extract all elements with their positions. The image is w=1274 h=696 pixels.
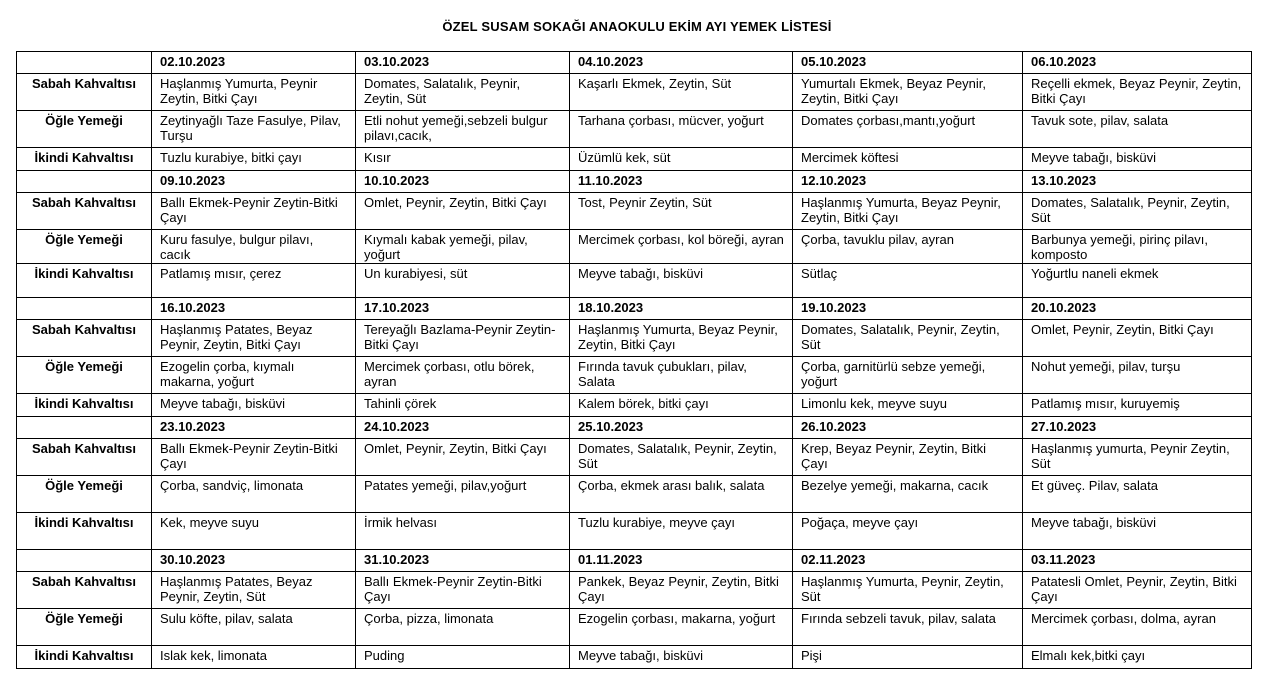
snack-cell: Pişi xyxy=(793,646,1023,669)
page-title: ÖZEL SUSAM SOKAĞI ANAOKULU EKİM AYI YEMEK LİSTESİ xyxy=(442,19,832,34)
snack-cell: Meyve tabağı, bisküvi xyxy=(570,264,793,298)
snack-cell: Kek, meyve suyu xyxy=(152,513,356,550)
date-cell: 18.10.2023 xyxy=(570,298,793,320)
snack-cell: Mercimek köftesi xyxy=(793,148,1023,171)
breakfast-cell: Haşlanmış Yumurta, Peynir, Zeytin, Süt xyxy=(793,572,1023,609)
breakfast-cell: Domates, Salatalık, Peynir, Zeytin, Süt xyxy=(356,74,570,111)
date-cell: 01.11.2023 xyxy=(570,550,793,572)
snack-cell: Meyve tabağı, bisküvi xyxy=(570,646,793,669)
date-cell: 20.10.2023 xyxy=(1023,298,1252,320)
date-cell: 31.10.2023 xyxy=(356,550,570,572)
snack-cell: Meyve tabağı, bisküvi xyxy=(1023,148,1252,171)
snack-row xyxy=(17,264,1252,298)
date-cell: 05.10.2023 xyxy=(793,52,1023,74)
lunch-label: Öğle Yemeği xyxy=(17,609,152,646)
lunch-cell: Tavuk sote, pilav, salata xyxy=(1023,111,1252,148)
date-cell: 06.10.2023 xyxy=(1023,52,1252,74)
date-row xyxy=(17,171,1252,193)
lunch-cell: Mercimek çorbası, kol böreği, ayran xyxy=(570,230,793,264)
empty-cell xyxy=(17,550,152,572)
lunch-cell: Çorba, pizza, limonata xyxy=(356,609,570,646)
snack-cell: Meyve tabağı, bisküvi xyxy=(152,394,356,417)
breakfast-cell: Ballı Ekmek-Peynir Zeytin-Bitki Çayı xyxy=(152,193,356,230)
lunch-label: Öğle Yemeği xyxy=(17,357,152,394)
breakfast-cell: Haşlanmış Yumurta, Beyaz Peynir, Zeytin, Bitki Çayı xyxy=(570,320,793,357)
snack-row xyxy=(17,394,1252,417)
lunch-row xyxy=(17,230,1252,264)
snack-label: İkindi Kahvaltısı xyxy=(17,148,152,171)
date-cell: 27.10.2023 xyxy=(1023,417,1252,439)
lunch-cell: Kuru fasulye, bulgur pilavı, cacık xyxy=(152,230,356,264)
breakfast-row xyxy=(17,439,1252,476)
snack-label: İkindi Kahvaltısı xyxy=(17,264,152,298)
breakfast-row xyxy=(17,193,1252,230)
breakfast-cell: Domates, Salatalık, Peynir, Zeytin, Süt xyxy=(793,320,1023,357)
breakfast-label: Sabah Kahvaltısı xyxy=(17,320,152,357)
breakfast-cell: Omlet, Peynir, Zeytin, Bitki Çayı xyxy=(1023,320,1252,357)
snack-cell: Poğaça, meyve çayı xyxy=(793,513,1023,550)
snack-cell: Kalem börek, bitki çayı xyxy=(570,394,793,417)
lunch-cell: Zeytinyağlı Taze Fasulye, Pilav, Turşu xyxy=(152,111,356,148)
lunch-cell: Etli nohut yemeği,sebzeli bulgur pilavı,cacık, xyxy=(356,111,570,148)
date-row xyxy=(17,298,1252,320)
date-row xyxy=(17,52,1252,74)
snack-label: İkindi Kahvaltısı xyxy=(17,394,152,417)
date-cell: 02.10.2023 xyxy=(152,52,356,74)
breakfast-label: Sabah Kahvaltısı xyxy=(17,193,152,230)
date-cell: 03.11.2023 xyxy=(1023,550,1252,572)
snack-cell: Tuzlu kurabiye, bitki çayı xyxy=(152,148,356,171)
snack-cell: Yoğurtlu naneli ekmek xyxy=(1023,264,1252,298)
breakfast-cell: Patatesli Omlet, Peynir, Zeytin, Bitki Çayı xyxy=(1023,572,1252,609)
snack-cell: Puding xyxy=(356,646,570,669)
date-cell: 30.10.2023 xyxy=(152,550,356,572)
date-cell: 12.10.2023 xyxy=(793,171,1023,193)
breakfast-cell: Domates, Salatalık, Peynir, Zeytin, Süt xyxy=(570,439,793,476)
breakfast-row xyxy=(17,572,1252,609)
lunch-cell: Et güveç. Pilav, salata xyxy=(1023,476,1252,513)
breakfast-cell: Ballı Ekmek-Peynir Zeytin-Bitki Çayı xyxy=(356,572,570,609)
lunch-row xyxy=(17,357,1252,394)
lunch-cell: Ezogelin çorba, kıymalı makarna, yoğurt xyxy=(152,357,356,394)
date-cell: 11.10.2023 xyxy=(570,171,793,193)
breakfast-label: Sabah Kahvaltısı xyxy=(17,439,152,476)
lunch-label: Öğle Yemeği xyxy=(17,476,152,513)
date-cell: 16.10.2023 xyxy=(152,298,356,320)
breakfast-cell: Domates, Salatalık, Peynir, Zeytin, Süt xyxy=(1023,193,1252,230)
date-cell: 17.10.2023 xyxy=(356,298,570,320)
snack-cell: Limonlu kek, meyve suyu xyxy=(793,394,1023,417)
lunch-cell: Bezelye yemeği, makarna, cacık xyxy=(793,476,1023,513)
lunch-cell: Kıymalı kabak yemeği, pilav, yoğurt xyxy=(356,230,570,264)
snack-cell: Tahinli çörek xyxy=(356,394,570,417)
date-row xyxy=(17,550,1252,572)
lunch-cell: Çorba, tavuklu pilav, ayran xyxy=(793,230,1023,264)
lunch-cell: Fırında sebzeli tavuk, pilav, salata xyxy=(793,609,1023,646)
breakfast-cell: Kaşarlı Ekmek, Zeytin, Süt xyxy=(570,74,793,111)
empty-cell xyxy=(17,52,152,74)
snack-cell: Meyve tabağı, bisküvi xyxy=(1023,513,1252,550)
date-cell: 09.10.2023 xyxy=(152,171,356,193)
lunch-cell: Çorba, garnitürlü sebze yemeği, yoğurt xyxy=(793,357,1023,394)
breakfast-cell: Haşlanmış Yumurta, Peynir Zeytin, Bitki Çayı xyxy=(152,74,356,111)
breakfast-row xyxy=(17,320,1252,357)
date-cell: 19.10.2023 xyxy=(793,298,1023,320)
breakfast-cell: Reçelli ekmek, Beyaz Peynir, Zeytin, Bitki Çayı xyxy=(1023,74,1252,111)
snack-row xyxy=(17,513,1252,550)
empty-cell xyxy=(17,298,152,320)
breakfast-label: Sabah Kahvaltısı xyxy=(17,572,152,609)
snack-row xyxy=(17,148,1252,171)
lunch-cell: Çorba, ekmek arası balık, salata xyxy=(570,476,793,513)
lunch-label: Öğle Yemeği xyxy=(17,230,152,264)
breakfast-cell: Tereyağlı Bazlama-Peynir Zeytin- Bitki Çayı xyxy=(356,320,570,357)
breakfast-cell: Haşlanmış Patates, Beyaz Peynir, Zeytin, Bitki Çayı xyxy=(152,320,356,357)
date-cell: 23.10.2023 xyxy=(152,417,356,439)
lunch-cell: Domates çorbası,mantı,yoğurt xyxy=(793,111,1023,148)
breakfast-cell: Ballı Ekmek-Peynir Zeytin-Bitki Çayı xyxy=(152,439,356,476)
snack-cell: İrmik helvası xyxy=(356,513,570,550)
date-cell: 13.10.2023 xyxy=(1023,171,1252,193)
date-row xyxy=(17,417,1252,439)
breakfast-label: Sabah Kahvaltısı xyxy=(17,74,152,111)
lunch-cell: Ezogelin çorbası, makarna, yoğurt xyxy=(570,609,793,646)
breakfast-row xyxy=(17,74,1252,111)
date-cell: 03.10.2023 xyxy=(356,52,570,74)
lunch-label: Öğle Yemeği xyxy=(17,111,152,148)
breakfast-cell: Pankek, Beyaz Peynir, Zeytin, Bitki Çayı xyxy=(570,572,793,609)
empty-cell xyxy=(17,417,152,439)
breakfast-cell: Tost, Peynir Zeytin, Süt xyxy=(570,193,793,230)
lunch-row xyxy=(17,609,1252,646)
snack-cell: Kısır xyxy=(356,148,570,171)
snack-cell: Üzümlü kek, süt xyxy=(570,148,793,171)
snack-cell: Patlamış mısır, çerez xyxy=(152,264,356,298)
date-cell: 26.10.2023 xyxy=(793,417,1023,439)
menu-table xyxy=(16,51,1252,669)
lunch-cell: Mercimek çorbası, dolma, ayran xyxy=(1023,609,1252,646)
date-cell: 10.10.2023 xyxy=(356,171,570,193)
snack-label: İkindi Kahvaltısı xyxy=(17,513,152,550)
empty-cell xyxy=(17,171,152,193)
breakfast-cell: Haşlanmış Yumurta, Beyaz Peynir, Zeytin, Bitki Çayı xyxy=(793,193,1023,230)
date-cell: 24.10.2023 xyxy=(356,417,570,439)
snack-cell: Tuzlu kurabiye, meyve çayı xyxy=(570,513,793,550)
snack-row xyxy=(17,646,1252,669)
snack-cell: Islak kek, limonata xyxy=(152,646,356,669)
lunch-cell: Barbunya yemeği, pirinç pilavı, komposto xyxy=(1023,230,1252,264)
date-cell: 02.11.2023 xyxy=(793,550,1023,572)
snack-cell: Un kurabiyesi, süt xyxy=(356,264,570,298)
lunch-cell: Tarhana çorbası, mücver, yoğurt xyxy=(570,111,793,148)
date-cell: 04.10.2023 xyxy=(570,52,793,74)
lunch-cell: Çorba, sandviç, limonata xyxy=(152,476,356,513)
breakfast-cell: Krep, Beyaz Peynir, Zeytin, Bitki Çayı xyxy=(793,439,1023,476)
date-cell: 25.10.2023 xyxy=(570,417,793,439)
lunch-row xyxy=(17,476,1252,513)
lunch-cell: Mercimek çorbası, otlu börek, ayran xyxy=(356,357,570,394)
lunch-cell: Nohut yemeği, pilav, turşu xyxy=(1023,357,1252,394)
lunch-cell: Patates yemeği, pilav,yoğurt xyxy=(356,476,570,513)
snack-label: İkindi Kahvaltısı xyxy=(17,646,152,669)
snack-cell: Sütlaç xyxy=(793,264,1023,298)
breakfast-cell: Omlet, Peynir, Zeytin, Bitki Çayı xyxy=(356,193,570,230)
snack-cell: Patlamış mısır, kuruyemiş xyxy=(1023,394,1252,417)
breakfast-cell: Yumurtalı Ekmek, Beyaz Peynir, Zeytin, Bitki Çayı xyxy=(793,74,1023,111)
snack-cell: Elmalı kek,bitki çayı xyxy=(1023,646,1252,669)
breakfast-cell: Omlet, Peynir, Zeytin, Bitki Çayı xyxy=(356,439,570,476)
breakfast-cell: Haşlanmış yumurta, Peynir Zeytin, Süt xyxy=(1023,439,1252,476)
lunch-row xyxy=(17,111,1252,148)
breakfast-cell: Haşlanmış Patates, Beyaz Peynir, Zeytin, Süt xyxy=(152,572,356,609)
lunch-cell: Sulu köfte, pilav, salata xyxy=(152,609,356,646)
lunch-cell: Fırında tavuk çubukları, pilav, Salata xyxy=(570,357,793,394)
